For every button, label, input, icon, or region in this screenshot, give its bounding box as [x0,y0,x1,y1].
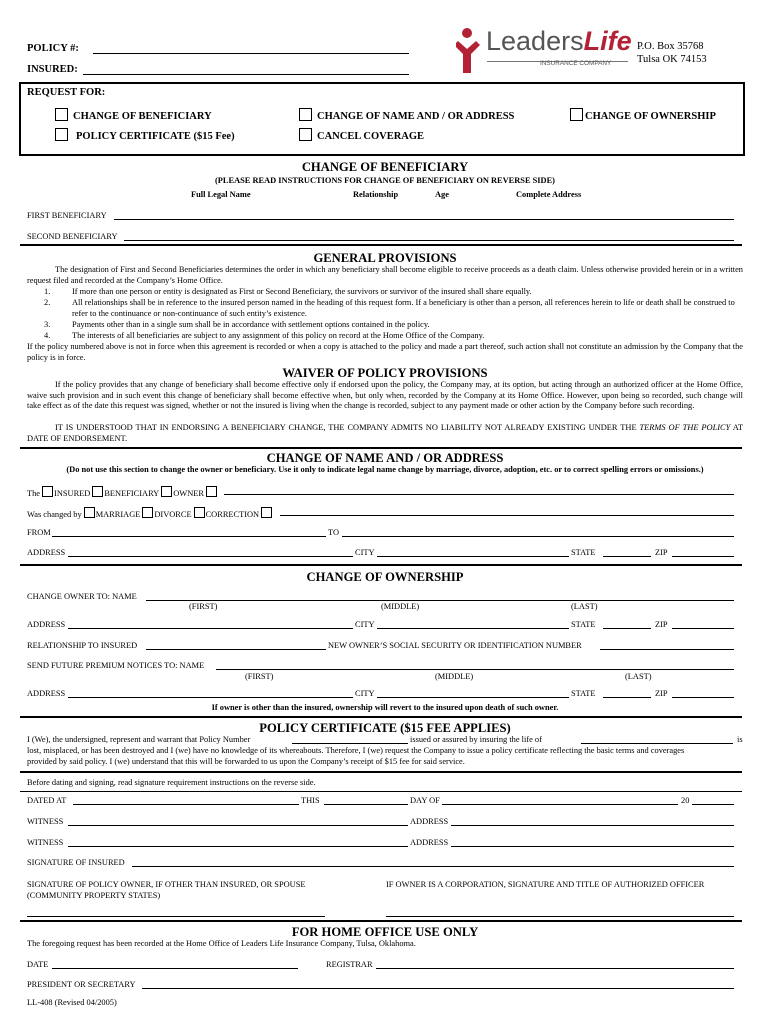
checkbox-beneficiary[interactable] [92,486,103,497]
provision-1: 1. If more than one person or entity is designated as First or Second Beneficiary, the survivors or survivor of the insured shall share equally. [44,287,532,296]
option-policy-certificate[interactable]: POLICY CERTIFICATE ($15 Fee) [55,128,235,142]
this-day-field[interactable] [324,804,408,805]
checkbox-correction[interactable] [194,507,205,518]
certificate-heading: POLICY CERTIFICATE ($15 FEE APPLIES) [259,721,511,735]
company-address [637,40,707,66]
witness-2-label: WITNESS [27,838,64,847]
certificate-line-1b: issued or assured by insuring the life of [410,735,542,744]
second-beneficiary-field[interactable] [124,240,734,241]
section-divider [20,564,742,566]
checkbox[interactable] [55,128,68,141]
day-of-month-field[interactable] [442,804,678,805]
city-label: CITY [355,548,375,557]
general-provisions-heading: GENERAL PROVISIONS [313,251,457,265]
notices-last-caption: (LAST) [625,672,652,681]
notices-address-field[interactable] [68,697,353,698]
option-change-beneficiary[interactable]: CHANGE OF BENEFICIARY [55,108,212,122]
checkbox-insured[interactable] [42,486,53,497]
from-label: FROM [27,528,51,537]
owner-last-caption: (LAST) [571,602,598,611]
signature-owner-field[interactable] [27,916,325,917]
zip-label: ZIP [655,548,668,557]
notices-address-label: ADDRESS [27,689,66,698]
checkbox[interactable] [299,108,312,121]
beneficiary-heading: CHANGE OF BENEFICIARY [301,160,469,174]
owner-zip-field[interactable] [672,628,734,629]
community-property-label: (COMMUNITY PROPERTY STATES) [27,891,161,900]
section-divider [20,791,742,792]
provision-2: 2. All relationships shall be in reference to the insured person named in the heading of this request form. If a beneficiary is other than a person, all references herein to life or death shall be construed to refer to the continuance or non-continuance of such entity’s existence. [44,298,735,318]
notices-zip-label: ZIP [655,689,668,698]
owner-first-caption: (FIRST) [189,602,218,611]
certificate-line-1a: I (We), the undersigned, represent and warrant that Policy Number [27,735,251,744]
general-intro: The designation of First and Second Beneficiaries determines the order in which any beneficiary shall become eligible to receive proceeds as a death claim. Unless otherwise provided herein or in a written request filed and recorded at the Company’s Home Office. [27,265,743,285]
certificate-line-3: provided by said policy. I (we) understand that this will be forwarded to us upon the Company’s receipt of $15 fee for said service. [27,757,465,766]
to-field[interactable] [342,536,734,537]
col-full-name: Full Legal Name [191,190,251,199]
owner-state-label: STATE [571,620,596,629]
president-label: PRESIDENT OR SECRETARY [27,980,136,989]
ownership-note: If owner is other than the insured, ownership will revert to the insured upon death of such owner. [211,703,559,712]
checkbox-divorce[interactable] [142,507,153,518]
city-field[interactable] [377,556,569,557]
relationship-field[interactable] [146,649,326,650]
reason-field[interactable] [280,515,734,516]
company-logo-text: LeadersLife [486,26,632,56]
owner-zip-label: ZIP [655,620,668,629]
corporation-signature-field[interactable] [386,916,734,917]
party-field[interactable] [224,494,734,495]
address-line-2: Tulsa OK 74153 [637,54,707,65]
notices-city-field[interactable] [377,697,569,698]
waiver-heading: WAIVER OF POLICY PROVISIONS [282,366,488,380]
state-label: STATE [571,548,596,557]
section-divider [20,447,742,449]
policy-label: POLICY #: [27,43,79,54]
owner-state-field[interactable] [603,628,651,629]
form-number: LL-408 (Revised 04/2005) [27,998,117,1007]
name-change-heading: CHANGE OF NAME AND / OR ADDRESS [266,451,504,465]
address-label: ADDRESS [27,548,66,557]
owner-name-label: CHANGE OWNER TO: NAME [27,592,137,601]
zip-field[interactable] [672,556,734,557]
relationship-label: RELATIONSHIP TO INSURED [27,641,138,650]
owner-city-label: CITY [355,620,375,629]
first-beneficiary-label: FIRST BENEFICIARY [27,211,107,220]
certificate-insured-life-field[interactable] [581,743,733,744]
ssn-field[interactable] [600,649,734,650]
notices-first-caption: (FIRST) [245,672,274,681]
owner-city-field[interactable] [377,628,569,629]
checkbox-marriage[interactable] [84,507,95,518]
from-field[interactable] [52,536,326,537]
waiver-liability: IT IS UNDERSTOOD THAT IN ENDORSING A BENEFICIARY CHANGE, THE COMPANY ADMITS NO LIABILITY NOT ALREADY EXISTING UNDER THE TERMS OF THE POLICY AT DATE OF ENDORSEMENT. [27,423,743,443]
checkbox-blank[interactable] [261,507,272,518]
owner-address-field[interactable] [68,628,353,629]
signature-insured-field[interactable] [132,866,734,867]
witness-1-address-field[interactable] [451,825,734,826]
ssn-label: NEW OWNER’S SOCIAL SECURITY OR IDENTIFICATION NUMBER [328,641,582,650]
witness-2-address-field[interactable] [451,846,734,847]
dated-at-field[interactable] [73,804,299,805]
owner-name-field[interactable] [146,600,734,601]
address-line-1: P.O. Box 35768 [637,41,704,52]
request-title: REQUEST FOR: [27,87,106,98]
notices-city-label: CITY [355,689,375,698]
witness-1-label: WITNESS [27,817,64,826]
first-beneficiary-field[interactable] [114,219,734,220]
option-change-name-address[interactable]: CHANGE OF NAME AND / OR ADDRESS [299,108,514,122]
home-office-recorded: The foregoing request has been recorded at the Home Office of Leaders Life Insurance Company, Tulsa, Oklahoma. [27,939,416,948]
owner-address-label: ADDRESS [27,620,66,629]
witness-1-field[interactable] [68,825,408,826]
certificate-line-1c: is [737,735,743,744]
ownership-heading: CHANGE OF OWNERSHIP [306,570,464,584]
general-closing: If the policy numbered above is not in force when this agreement is recorded or when a copy is attached to the policy and made a part thereof, such action shall not constitute an admission by the Company that the policy is in force. [27,342,743,362]
notices-zip-field[interactable] [672,697,734,698]
certificate-policy-number-field[interactable] [292,743,408,744]
notices-state-label: STATE [571,689,596,698]
day-of-label: DAY OF [410,796,440,805]
section-divider [20,716,742,718]
insured-label: INSURED: [27,64,78,75]
witness-2-field[interactable] [68,846,408,847]
section-divider [20,244,742,246]
reason-selector[interactable]: Was changed by MARRIAGE DIVORCE CORRECTION [27,507,273,521]
party-selector[interactable]: The INSURED BENEFICIARY OWNER [27,486,218,500]
waiver-paragraph: If the policy provides that any change of beneficiary shall become effective only if endorsed upon the policy, the Company may, at its option, but acting through an authorized officer at the Home Office, waive such provision and in such event this change of beneficiary shall become effective when, but only when, recorded by the Company at its Home Office. However, upon being so recorded, such change will take effect as of the date this request was signed, whether or not the insured is living when the change is recorded, subject to any payment made or other action by the Company before such recording. [27,380,743,411]
provision-4: 4. The interests of all beneficiaries are subject to any assignment of this policy on record at the Home Office of the Company. [44,331,485,340]
registrar-label: REGISTRAR [326,960,373,969]
col-relationship: Relationship [353,190,399,199]
dated-at-label: DATED AT [27,796,67,805]
office-date-label: DATE [27,960,49,969]
address-field[interactable] [68,556,353,557]
home-office-heading: FOR HOME OFFICE USE ONLY [291,925,479,939]
year-field[interactable] [692,804,734,805]
state-field[interactable] [603,556,651,557]
corporation-signature-label: IF OWNER IS A CORPORATION, SIGNATURE AND TITLE OF AUTHORIZED OFFICER [386,880,705,889]
name-change-subtitle: (Do not use this section to change the owner or beneficiary. Use it only to indicate legal name change by marriage, divorce, adoption, etc. or to correct spelling errors or omissions.) [66,465,704,474]
checkbox-blank[interactable] [206,486,217,497]
col-age: Age [435,190,449,199]
registrar-field[interactable] [376,968,734,969]
office-date-field[interactable] [52,968,298,969]
notices-label: SEND FUTURE PREMIUM NOTICES TO: NAME [27,661,205,670]
year-prefix: 20 [681,796,690,805]
notices-middle-caption: (MIDDLE) [435,672,474,681]
company-logo-figure [456,27,484,75]
checkbox-owner[interactable] [161,486,172,497]
checkbox[interactable] [55,108,68,121]
checkbox[interactable] [299,128,312,141]
insured-field[interactable] [83,74,409,75]
signature-owner-label: SIGNATURE OF POLICY OWNER, IF OTHER THAN INSURED, OR SPOUSE [27,880,306,889]
signature-insured-label: SIGNATURE OF INSURED [27,858,125,867]
to-label: TO [328,528,340,537]
logo-subtitle: INSURANCE COMPANY [540,60,612,67]
witness-1-address-label: ADDRESS [410,817,449,826]
notices-state-field[interactable] [603,697,651,698]
option-change-ownership[interactable]: CHANGE OF OWNERSHIP [570,108,716,122]
provision-3: 3. Payments other than in a single sum shall be in accordance with settlement options contained in the policy. [44,320,430,329]
certificate-line-2: lost, misplaced, or has been destroyed and I (we) have no knowledge of its whereabouts. Therefore, I (we) request the Company to issue a policy certificate reflecting the basic terms and coverages [27,746,685,755]
president-field[interactable] [142,988,734,989]
section-divider [20,771,742,773]
owner-middle-caption: (MIDDLE) [381,602,420,611]
option-cancel-coverage[interactable]: CANCEL COVERAGE [299,128,424,142]
witness-2-address-label: ADDRESS [410,838,449,847]
checkbox[interactable] [570,108,583,121]
second-beneficiary-label: SECOND BENEFICIARY [27,232,118,241]
notices-name-field[interactable] [216,669,734,670]
section-divider [20,920,742,922]
this-label: THIS [301,796,320,805]
policy-number-field[interactable] [93,53,409,54]
col-address: Complete Address [516,190,582,199]
signature-instructions: Before dating and signing, read signature requirement instructions on the reverse side. [27,778,316,787]
beneficiary-subtitle: (PLEASE READ INSTRUCTIONS FOR CHANGE OF BENEFICIARY ON REVERSE SIDE) [215,176,555,185]
